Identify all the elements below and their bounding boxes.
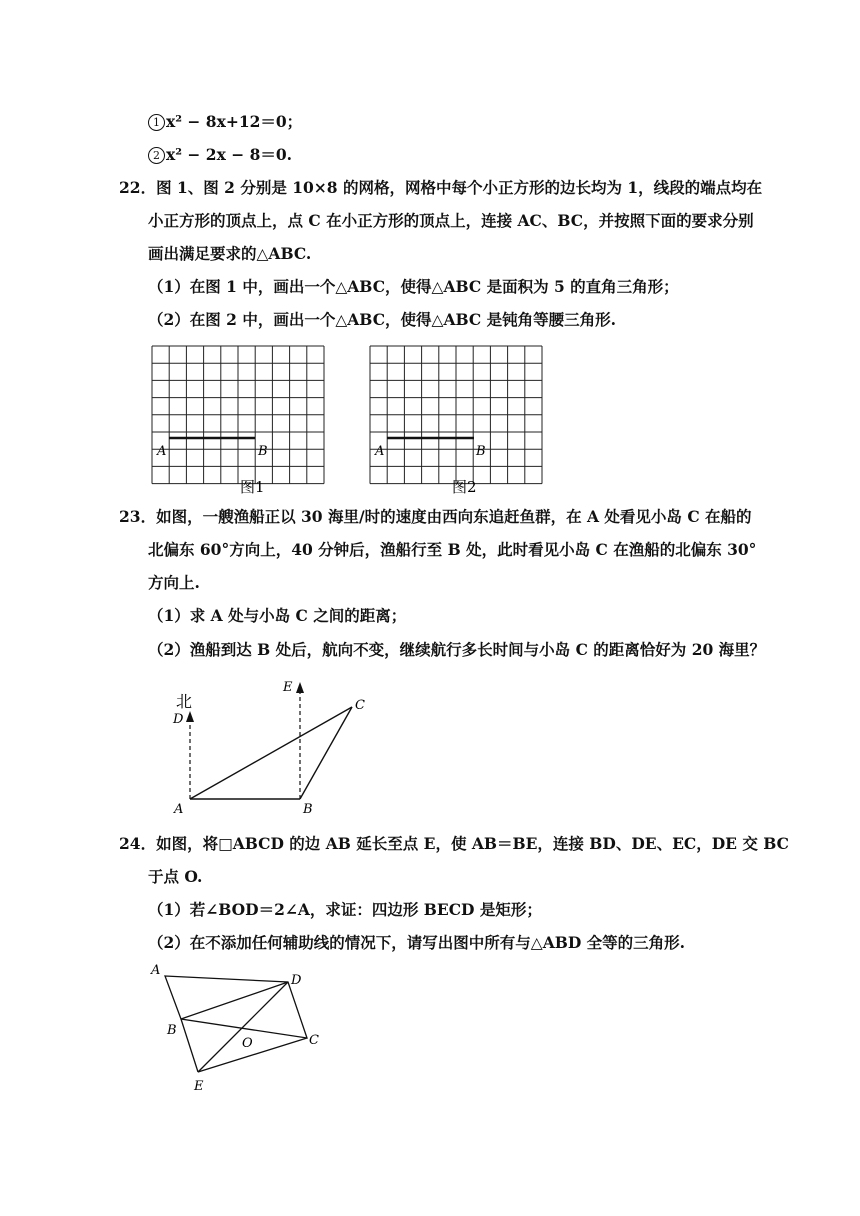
- q22-intro-line-2: 小正方形的顶点上，点 C 在小正方形的顶点上，连接 AC、BC，并按照下面的要求分别: [148, 211, 754, 230]
- q22-intro-line-3: 画出满足要求的△ABC.: [148, 244, 312, 263]
- q24-line-1: [119, 834, 789, 854]
- arrowhead-d: [186, 711, 194, 722]
- grid-figure-2: [366, 340, 551, 500]
- label-o: O: [242, 1036, 253, 1051]
- segment-ac: [190, 707, 352, 799]
- arrowhead-e: [296, 682, 304, 693]
- label-c: C: [355, 698, 365, 713]
- q23-text-1: 如图，一艘渔船正以 30 海里/时的速度由西向东追赶鱼群，在 A 处看见小岛 C 在船的: [156, 507, 752, 526]
- q23-line-1: [119, 507, 752, 527]
- label-e: E: [283, 680, 293, 695]
- segment-bd: [181, 982, 288, 1019]
- grid-figure-1: [150, 340, 335, 500]
- label-a: A: [174, 802, 184, 817]
- equation-1-text: x² − 8x+12＝0；: [166, 112, 303, 131]
- q23-figure: [160, 675, 380, 825]
- circled-number-1: 1: [148, 114, 165, 131]
- q23-line-3: 方向上.: [148, 573, 200, 592]
- q24-figure: [145, 960, 335, 1100]
- label-north: 北: [176, 692, 193, 711]
- q24-part-1: （1）若∠BOD＝2∠A，求证：四边形 BECD 是矩形；: [148, 900, 542, 919]
- label-d: D: [173, 712, 184, 727]
- figure-1-caption: 图1: [240, 478, 265, 496]
- label-d: D: [291, 973, 302, 988]
- q23-part-2: （2）渔船到达 B 处后，航向不变，继续航行多长时间与小岛 C 的距离恰好为 20 海里？: [148, 640, 766, 659]
- segment-be: [181, 1019, 198, 1072]
- figure-2-caption: 图2: [452, 478, 477, 496]
- q22-number: 22．: [119, 178, 157, 197]
- q22-part-2: （2）在图 2 中，画出一个△ABC，使得△ABC 是钝角等腰三角形.: [148, 310, 616, 329]
- label-a-2: A: [375, 444, 385, 459]
- label-b: B: [167, 1023, 177, 1038]
- q22-part-1: （1）在图 1 中，画出一个△ABC，使得△ABC 是面积为 5 的直角三角形；: [148, 277, 679, 296]
- q24-line-2: 于点 O.: [148, 867, 203, 886]
- parallelogram-abcd: [165, 976, 307, 1038]
- q23-line-2: 北偏东 60°方向上，40 分钟后，渔船行至 B 处，此时看见小岛 C 在渔船的北偏东 30°: [148, 540, 757, 559]
- label-a: A: [151, 963, 161, 978]
- label-b-2: B: [476, 444, 486, 459]
- equation-2: [148, 145, 292, 165]
- q24-text-1: 如图，将□ABCD 的边 AB 延长至点 E，使 AB＝BE，连接 BD、DE、EC，DE 交 BC: [156, 834, 789, 853]
- circled-number-2: 2: [148, 147, 165, 164]
- q23-number: 23．: [119, 507, 157, 526]
- grid-lines-2: [370, 346, 542, 484]
- label-c: C: [309, 1033, 319, 1048]
- grid-lines-1: [152, 346, 324, 484]
- equation-1: [148, 112, 302, 132]
- label-e: E: [194, 1079, 204, 1094]
- equation-2-text: x² − 2x − 8＝0.: [166, 145, 293, 164]
- label-a-1: A: [157, 444, 167, 459]
- label-b-1: B: [258, 444, 268, 459]
- q23-part-1: （1）求 A 处与小岛 C 之间的距离；: [148, 606, 407, 625]
- label-b: B: [303, 802, 313, 817]
- q24-number: 24．: [119, 834, 157, 853]
- q22-intro-line-1: [119, 178, 762, 198]
- segment-bc: [300, 707, 352, 799]
- q22-intro-text-1: 图 1、图 2 分别是 10×8 的网格，网格中每个小正方形的边长均为 1，线段的端点均在: [156, 178, 763, 197]
- q24-part-2: （2）在不添加任何辅助线的情况下，请写出图中所有与△ABD 全等的三角形.: [148, 933, 686, 952]
